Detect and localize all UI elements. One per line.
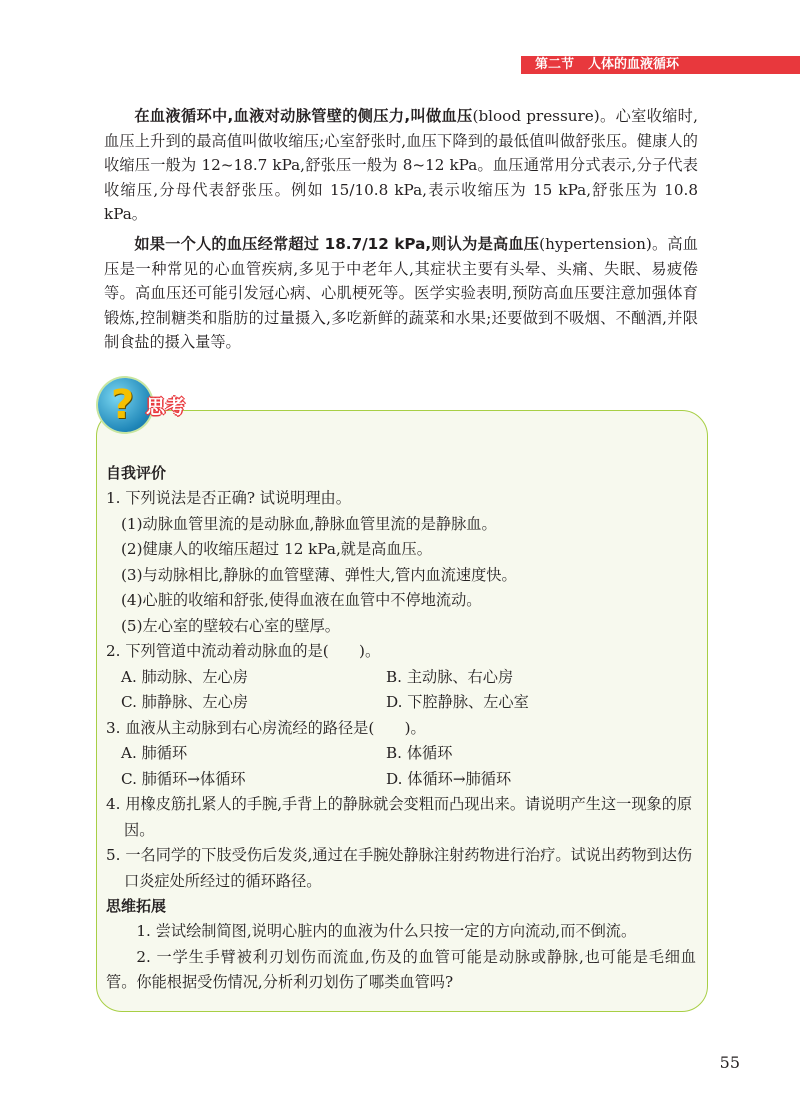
question-1-item: (5)左心室的壁较右心室的壁厚。 <box>121 616 340 635</box>
think-label: 思考 <box>146 396 187 418</box>
question-4: 4. 用橡皮筋扎紧人的手腕,手背上的静脉就会变粗而凸现出来。请说明产生这一现象的原因。 <box>106 795 693 839</box>
question-1-item: (3)与动脉相比,静脉的血管壁薄、弹性大,管内血流速度快。 <box>121 565 517 584</box>
question-2-options-row <box>106 665 696 691</box>
paragraph-hypertension <box>104 232 698 355</box>
question-1-item: (1)动脉血管里流的是动脉血,静脉血管里流的是静脉血。 <box>121 514 497 533</box>
option-d: D. 下腔静脉、左心室 <box>386 693 529 711</box>
question-1-item: (2)健康人的收缩压超过 12 kPa,就是高血压。 <box>121 540 432 558</box>
option-b: B. 体循环 <box>386 744 453 762</box>
option-a: A. 肺循环 <box>121 744 188 762</box>
extension-1: 1. 尝试绘制简图,说明心脏内的血液为什么只按一定的方向流动,而不倒流。 <box>136 922 637 940</box>
paragraph-rest: (blood pressure)。心室收缩时,血压上升到的最高值叫做收缩压;心室舒张时,血压下降到的最低值叫做舒张压。健康人的收缩压一般为 12~18.7 kPa,舒张压一般为 8~12 kPa。血压通常用分式表示,分子代表收缩压,分母代表舒张压。例如 15/10.8 kPa,表示收缩压为 15 kPa,舒张压为 10.8 kPa。 <box>104 107 698 224</box>
option-c: C. 肺静脉、左心房 <box>121 693 249 711</box>
paragraph-lead: 如果一个人的血压经常超过 18.7/12 kPa,则认为是高血压 <box>134 235 540 253</box>
question-mark-icon: ? <box>98 378 152 432</box>
running-header <box>535 56 679 74</box>
header-title: 人体的血液循环 <box>588 57 680 72</box>
question-2-options-row <box>106 690 696 716</box>
question-2: 2. 下列管道中流动着动脉血的是( )。 <box>106 642 381 660</box>
paragraph-rest: (hypertension)。高血压是一种常见的心血管疾病,多见于中老年人,其症状主要有头晕、头痛、失眠、易疲倦等。高血压还可能引发冠心病、心肌梗死等。医学实验表明,预防高血压要注意加强体育锻炼,控制糖类和脂肪的过量摄入,多吃新鲜的蔬菜和水果;还要做到不吸烟、不酗酒,并限制食盐的摄入量等。 <box>104 235 698 352</box>
option-b: B. 主动脉、右心房 <box>386 667 514 686</box>
question-5: 5. 一名同学的下肢受伤后发炎,通过在手腕处静脉注射药物进行治疗。试说出药物到达伤口炎症处所经过的循环路径。 <box>106 846 693 890</box>
option-a: A. 肺动脉、左心房 <box>121 667 248 686</box>
paragraph-lead: 在血液循环中,血液对动脉管壁的侧压力,叫做血压 <box>134 107 473 125</box>
question-3: 3. 血液从主动脉到右心房流经的路径是( )。 <box>106 718 426 737</box>
question-1-item: (4)心脏的收缩和舒张,使得血液在血管中不停地流动。 <box>121 591 482 609</box>
self-eval-title: 自我评价 <box>106 464 167 482</box>
option-d: D. 体循环→肺循环 <box>386 769 512 788</box>
think-content <box>106 461 696 996</box>
header-section: 第二节 <box>535 57 575 72</box>
extend-title: 思维拓展 <box>106 897 167 915</box>
question-1: 1. 下列说法是否正确? 试说明理由。 <box>106 489 351 507</box>
question-3-options-row <box>106 741 696 767</box>
question-3-options-row <box>106 767 696 793</box>
page-number: 55 <box>719 1053 740 1072</box>
extension-2: 2. 一学生手臂被利刃划伤而流血,伤及的血管可能是动脉或静脉,也可能是毛细血管。你能根据受伤情况,分析利刃划伤了哪类血管吗? <box>106 947 696 991</box>
paragraph-blood-pressure <box>104 104 698 227</box>
option-c: C. 肺循环→体循环 <box>121 769 246 788</box>
